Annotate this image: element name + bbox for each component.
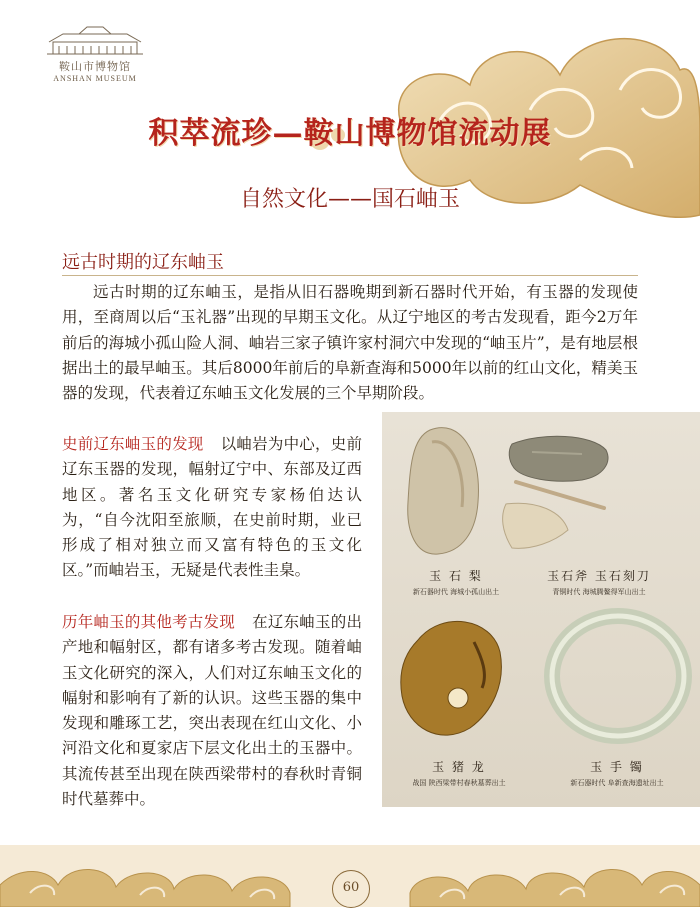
artifact-caption-1 bbox=[396, 567, 516, 597]
artifact-desc-4: 新石器时代 阜新查海遗址出土 bbox=[570, 779, 664, 787]
artifact-name-3: 玉 猪 龙 bbox=[432, 760, 486, 774]
chapter-title: 自然文化——国石岫玉 bbox=[239, 187, 460, 212]
artifact-desc-1: 新石器时代 海城小孤山出土 bbox=[412, 588, 500, 596]
section-heading: 远古时期的辽东岫玉 bbox=[62, 252, 224, 273]
artifact-desc-3: 战国 陕西梁带村春秋墓葬出土 bbox=[412, 779, 506, 787]
museum-logo bbox=[40, 24, 150, 83]
archaeology-block bbox=[62, 610, 362, 812]
exhibition-title: 积萃流珍—鞍山博物馆流动展 bbox=[148, 116, 552, 151]
discovery-heading: 史前辽东岫玉的发现 bbox=[62, 435, 204, 453]
jade-pear-image bbox=[408, 428, 479, 555]
logo-english-text: ANSHAN MUSEUM bbox=[53, 74, 137, 83]
artifact-name-2: 玉石斧 玉石刻刀 bbox=[547, 569, 651, 583]
jade-pig-dragon-image bbox=[401, 621, 502, 735]
artifact-desc-2: 青铜时代 海城腾鳌得军山出土 bbox=[552, 588, 646, 596]
archaeology-heading: 历年岫玉的其他考古发现 bbox=[62, 613, 235, 631]
logo-chinese-text: 鞍山市博物馆 bbox=[59, 60, 131, 73]
artifact-name-1: 玉 石 梨 bbox=[429, 569, 483, 583]
artifact-photos bbox=[382, 412, 700, 807]
archaeology-text: 在辽东岫玉的出产地和幅射区，都有诸多考古发现。随着岫玉文化研究的深入，人们对辽东岫玉文化的幅射和影响有了新的认识。这些玉器的集中发现和雕琢工艺，突出表现在红山文化、小河沿文化和夏家店下层文化出土的玉器中。其流传甚至出现在陕西梁带村的春秋时青铜时代墓葬中。 bbox=[62, 613, 362, 809]
section-paragraph: 远古时期的辽东岫玉，是指从旧石器晚期到新石器时代开始，有玉器的发现使用，至商周以后“玉礼器”出现的早期玉文化。从辽宁地区的考古发现看，距今2万年前后的海城小孤山险人洞、岫岩三家子镇许家村洞穴中发现的“岫玉片”，是有地层根据出土的最早岫玉。其后8000年前后的阜新查海和5000年以前的红山文化，精美玉器的发现，代表着辽东岫玉文化发展的三个早期阶段。 bbox=[62, 283, 638, 403]
artifact-name-4: 玉 手 镯 bbox=[590, 760, 644, 774]
discovery-text: 以岫岩为中心，史前辽东玉器的发现，幅射辽宁中、东部及辽西地区。著名玉文化研究专家杨伯达认为，“自今沈阳至旅顺，在史前时期，业已形成了相对独立而又富有特色的玉文化区。”而岫岩玉，无疑是代表性圭臬。 bbox=[62, 435, 362, 580]
artifact-caption-4 bbox=[542, 758, 692, 788]
artifact-photo-panel bbox=[382, 412, 700, 807]
jade-axe-image bbox=[509, 436, 608, 481]
discovery-block bbox=[62, 432, 362, 584]
section-divider bbox=[62, 275, 638, 276]
page-number: 60 bbox=[332, 870, 370, 908]
artifact-caption-2 bbox=[524, 567, 674, 597]
museum-building-icon bbox=[43, 24, 147, 56]
artifact-caption-3 bbox=[394, 758, 524, 788]
jade-bracelet-image bbox=[552, 616, 684, 736]
